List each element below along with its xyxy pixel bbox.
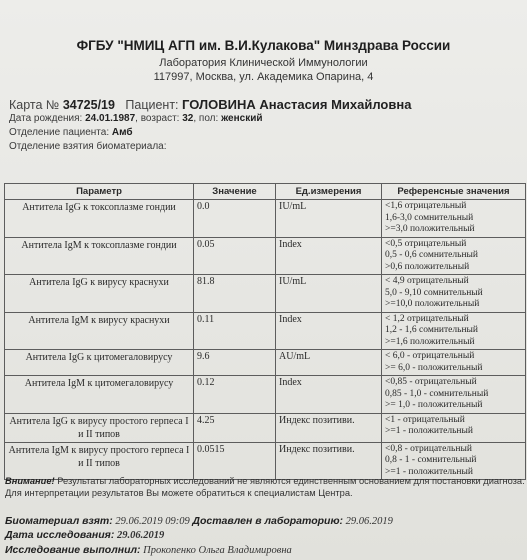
reference-line: < 1,2 отрицательный xyxy=(385,313,469,324)
param-cell: Антитела IgM к цитомегаловирусу xyxy=(5,376,194,414)
reference-cell xyxy=(382,376,526,414)
performer-line xyxy=(5,544,292,556)
sample-dept-label: Отделение взятия биоматериала: xyxy=(9,141,167,152)
reference-line: < 6,0 - отрицательный xyxy=(385,351,475,361)
table-row xyxy=(5,376,526,414)
lab-address: 117997, Москва, ул. Академика Опарина, 4 xyxy=(153,71,374,83)
unit-cell: IU/mL xyxy=(276,275,382,313)
dob-line: Дата рождения: 24.01.1987, возраст: 32, пол: женский xyxy=(9,113,263,124)
patient-name: ГОЛОВИНА Анастасия Михайловна xyxy=(182,97,412,112)
org-title: ФГБУ "НМИЦ АГП им. В.И.Кулакова" Минздрава России xyxy=(76,38,451,53)
unit-cell: Индекс позитиви. xyxy=(276,413,382,442)
disclaimer-text: Результаты лабораторных исследований не являются единственным основанием для постановки диагноза. Для интерпретации результатов Вы можете обратиться к специалистам Центра. xyxy=(5,476,525,498)
dept-label: Отделение пациента: xyxy=(9,127,110,138)
param-cell: Антитела IgM к вирусу краснухи xyxy=(5,312,194,350)
reference-line: 5,0 - 9,10 сомнительный xyxy=(385,287,483,298)
delivered-value: 29.06.2019 xyxy=(345,516,393,527)
age-value: 32 xyxy=(182,113,194,124)
sample-dept-line xyxy=(9,141,167,152)
value-cell: 9.6 xyxy=(194,350,276,376)
reference-line: >= 1,0 - положительный xyxy=(385,400,483,410)
reference-line: >=1,6 положительный xyxy=(385,336,475,347)
delivered-label: Доставлен в лабораторию: xyxy=(192,515,344,527)
dept-line xyxy=(9,127,133,138)
reference-line: <1,6 отрицательный xyxy=(385,201,467,211)
table-row xyxy=(5,442,526,480)
value-cell: 0.05 xyxy=(194,237,276,275)
reference-line: 1,2 - 1,6 сомнительный xyxy=(385,325,478,335)
taken-label: Биоматериал взят: xyxy=(5,515,113,527)
param-cell: Антитела IgG к цитомегаловирусу xyxy=(5,350,194,376)
reference-line: 0,85 - 1,0 - сомнительный xyxy=(385,388,489,399)
table-row xyxy=(5,312,526,350)
reference-cell xyxy=(382,237,526,275)
reference-line: <0,5 отрицательный xyxy=(385,238,467,249)
reference-line: >=3,0 положительный xyxy=(385,224,475,234)
patient-card-line xyxy=(9,97,411,112)
taken-value: 29.06.2019 09:09 xyxy=(115,516,190,527)
reference-line: >=1 - положительный xyxy=(385,466,473,477)
unit-cell: IU/mL xyxy=(276,200,382,238)
dob-value: 24.01.1987 xyxy=(85,113,136,124)
reference-cell xyxy=(382,275,526,313)
reference-line: <0,8 - отрицательный xyxy=(385,443,472,454)
card-label: Карта № xyxy=(9,98,60,112)
reference-line: <0,85 - отрицательный xyxy=(385,377,477,387)
value-cell: 81.8 xyxy=(194,275,276,313)
taken-line xyxy=(5,515,393,527)
patient-label: Пациент: xyxy=(125,98,179,112)
table-row xyxy=(5,350,526,376)
disclaimer-label: Внимание! xyxy=(5,476,55,486)
table-row xyxy=(5,200,526,238)
reference-line: 0,8 - 1 - сомнительный xyxy=(385,455,477,465)
lab-name: Лаборатория Клинической Иммунологии xyxy=(159,57,368,69)
value-cell: 0.0 xyxy=(194,200,276,238)
reference-line: 0,5 - 0,6 сомнительный xyxy=(385,250,478,260)
sex-value: женский xyxy=(221,113,263,124)
param-cell: Антитела IgG к вирусу простого герпеса I и II типов xyxy=(5,413,194,442)
reference-cell xyxy=(382,442,526,480)
disclaimer xyxy=(5,475,525,499)
param-cell: Антитела IgM к вирусу простого герпеса I и II типов xyxy=(5,442,194,480)
reference-line: >=1 - положительный xyxy=(385,426,473,436)
unit-cell: Index xyxy=(276,376,382,414)
header-unit: Ед.измерения xyxy=(276,184,382,200)
value-cell: 0.11 xyxy=(194,312,276,350)
reference-line: >= 6,0 - положительный xyxy=(385,362,483,373)
unit-cell: Индекс позитиви. xyxy=(276,442,382,480)
performer-name: Прокопенко Ольга Владимировна xyxy=(143,545,292,556)
value-cell: 4.25 xyxy=(194,413,276,442)
reference-cell xyxy=(382,413,526,442)
unit-cell: Index xyxy=(276,312,382,350)
dept-value: Амб xyxy=(111,127,133,138)
header-ref: Референсные значения xyxy=(382,184,526,200)
unit-cell: AU/mL xyxy=(276,350,382,376)
header-param: Параметр xyxy=(5,184,194,200)
table-row xyxy=(5,275,526,313)
performer-label: Исследование выполнил: xyxy=(5,544,141,556)
unit-cell: Index xyxy=(276,237,382,275)
param-cell: Антитела IgG к токсоплазме гондии xyxy=(5,200,194,238)
results-table xyxy=(4,183,526,480)
study-date-line xyxy=(5,529,164,541)
value-cell: 0.12 xyxy=(194,376,276,414)
header-value: Значение xyxy=(194,184,276,200)
reference-line: >=10,0 положительный xyxy=(385,299,480,309)
reference-cell xyxy=(382,312,526,350)
reference-cell xyxy=(382,200,526,238)
reference-cell xyxy=(382,350,526,376)
study-date-value: 29.06.2019 xyxy=(116,530,165,541)
dob-label: Дата рождения: xyxy=(9,113,83,124)
param-cell: Антитела IgM к токсоплазме гондии xyxy=(5,237,194,275)
table-header-row xyxy=(5,184,526,200)
table-row xyxy=(5,237,526,275)
card-number: 34725/19 xyxy=(62,98,115,112)
reference-line: < 4,9 отрицательный xyxy=(385,276,469,286)
age-label: возраст: xyxy=(140,113,180,124)
reference-line: 1,6-3,0 сомнительный xyxy=(385,212,474,223)
value-cell: 0.0515 xyxy=(194,442,276,480)
table-row xyxy=(5,413,526,442)
sex-label: пол: xyxy=(198,113,219,124)
reference-line: <1 - отрицательный xyxy=(385,414,465,425)
reference-line: >0,6 положительный xyxy=(385,261,470,272)
study-date-label: Дата исследования: xyxy=(5,529,115,541)
param-cell: Антитела IgG к вирусу краснухи xyxy=(5,275,194,313)
